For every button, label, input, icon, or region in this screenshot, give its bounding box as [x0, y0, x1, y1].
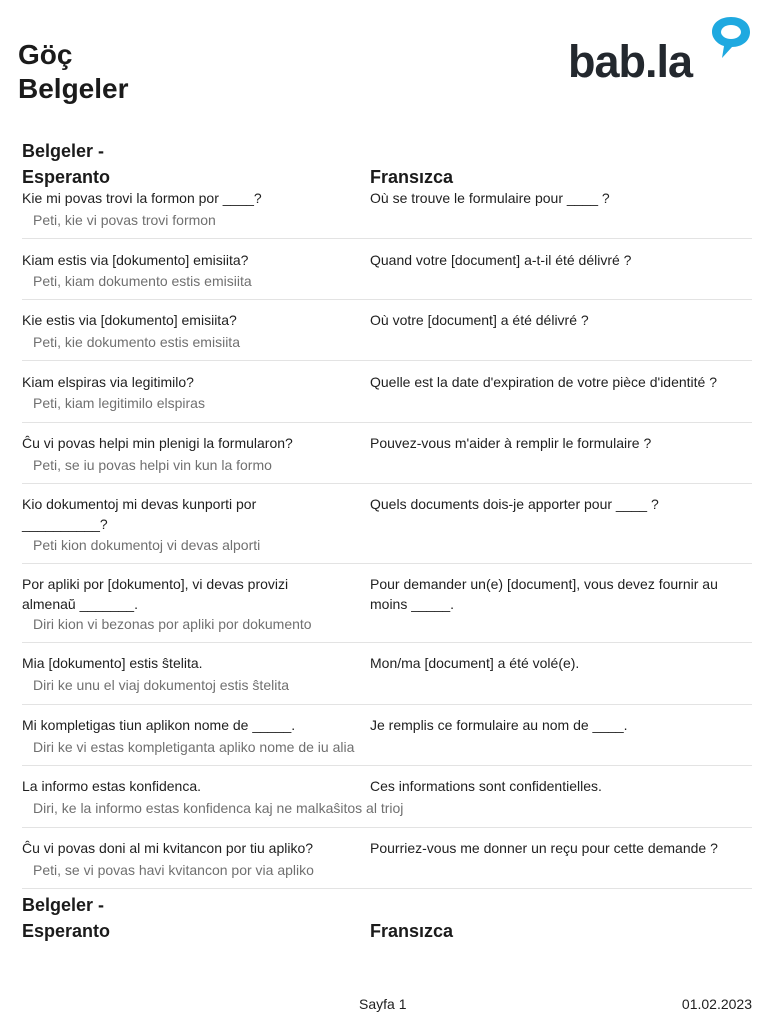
phrase-example: Diri ke vi estas kompletiganta apliko nome de iu alia — [33, 739, 355, 755]
phrase-source: Ĉu vi povas helpi min plenigi la formularon? — [22, 435, 293, 451]
phrase-row — [22, 300, 752, 361]
phrase-target: Quels documents dois-je apporter pour ____ ? — [370, 496, 659, 512]
phrase-list — [22, 188, 752, 889]
title-line-2: Belgeler — [18, 73, 129, 104]
phrase-source: Kiam estis via [dokumento] emisiita? — [22, 252, 249, 268]
phrase-source: Mia [dokumento] estis ŝtelita. — [22, 655, 203, 671]
phrase-source: Mi kompletigas tiun aplikon nome de _____. — [22, 717, 296, 733]
phrase-target: Pour demander un(e) [document], vous devez fournir au moins _____. — [370, 576, 718, 612]
source-language-label: Esperanto — [22, 167, 111, 187]
phrase-example: Diri ke unu el viaj dokumentoj estis ŝtelita — [33, 677, 290, 693]
phrase-example: Peti, kie dokumento estis emisiita — [33, 334, 240, 350]
section-heading-line-1: Belgeler - — [22, 141, 105, 161]
target-language-label: Fransızca — [370, 167, 454, 187]
phrase-example: Peti kion dokumentoj vi devas alporti — [33, 537, 261, 553]
phrase-example: Peti, kiam dokumento estis emisiita — [33, 273, 252, 289]
phrase-source: La informo estas konfidenca. — [22, 778, 201, 794]
phrase-source: Ĉu vi povas doni al mi kvitancon por tiu apliko? — [22, 840, 314, 856]
logo-text: bab.la — [568, 36, 693, 87]
babla-logo — [568, 14, 754, 87]
phrase-source: Kiam elspiras via legitimilo? — [22, 374, 194, 390]
phrase-source: Kio dokumentoj mi devas kunporti por __________? — [22, 496, 257, 532]
phrase-example: Peti, se iu povas helpi vin kun la formo — [33, 457, 272, 473]
section-header-repeat — [22, 892, 752, 944]
section-header — [22, 138, 752, 190]
section-heading-line-1: Belgeler - — [22, 895, 105, 915]
phrase-row — [22, 705, 752, 766]
phrase-target: Mon/ma [document] a été volé(e). — [370, 655, 580, 671]
phrase-row — [22, 239, 752, 300]
phrase-example: Diri kion vi bezonas por apliki por dokumento — [33, 616, 312, 632]
source-language-label: Esperanto — [22, 921, 111, 941]
phrase-row — [22, 361, 752, 423]
phrase-row — [22, 643, 752, 705]
phrase-target: Où se trouve le formulaire pour ____ ? — [370, 190, 610, 206]
speech-bubble-icon — [709, 14, 753, 60]
phrase-example: Peti, kiam legitimilo elspiras — [33, 395, 205, 411]
phrase-target: Où votre [document] a été délivré ? — [370, 312, 589, 328]
phrase-row — [22, 188, 752, 239]
phrase-example: Peti, kie vi povas trovi formon — [33, 212, 216, 228]
phrase-example: Diri, ke la informo estas konfidenca kaj ne malkaŝitos al trioj — [33, 800, 404, 816]
phrase-source: Por apliki por [dokumento], vi devas provizi almenaŭ _______. — [22, 576, 289, 612]
phrase-target: Pourriez-vous me donner un reçu pour cette demande ? — [370, 840, 718, 856]
phrase-source: Kie mi povas trovi la formon por ____? — [22, 190, 262, 206]
phrase-target: Quand votre [document] a-t-il été délivré ? — [370, 252, 632, 268]
page-title — [18, 38, 129, 106]
phrase-source: Kie estis via [dokumento] emisiita? — [22, 312, 237, 328]
document-date: 01.02.2023 — [681, 996, 752, 1012]
phrase-target: Pouvez-vous m'aider à remplir le formulaire ? — [370, 435, 652, 451]
phrase-target: Quelle est la date d'expiration de votre pièce d'identité ? — [370, 374, 718, 390]
phrase-row — [22, 484, 752, 564]
title-line-1: Göç — [18, 39, 73, 70]
target-language-label: Fransızca — [370, 921, 454, 941]
phrase-row — [22, 828, 752, 889]
phrase-row — [22, 564, 752, 643]
page-number: Sayfa 1 — [359, 996, 407, 1012]
phrase-target: Je remplis ce formulaire au nom de ____. — [370, 717, 628, 733]
phrase-example: Peti, se vi povas havi kvitancon por via apliko — [33, 862, 314, 878]
phrase-target: Ces informations sont confidentielles. — [370, 778, 602, 794]
phrase-row — [22, 423, 752, 484]
phrase-row — [22, 766, 752, 828]
